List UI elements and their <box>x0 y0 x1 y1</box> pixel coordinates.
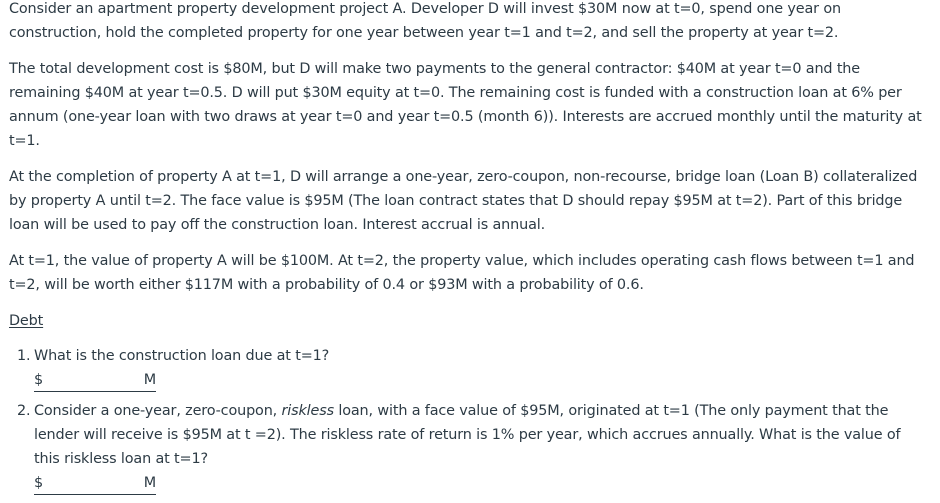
question-text-part: Consider a one-year, zero-coupon, <box>34 403 282 419</box>
bridge-loan-paragraph: At the completion of property A at t=1, D will arrange a one-year, zero-coupon, non-recourse, bridge loan (Loan B) collateralized by property A until t=2. The face value is $95M (The loan contract states that D should repay $95M at t=2). Part of this bridge loan will be used to pay off the construction loan. Interest accrual is annual. <box>9 169 918 233</box>
question-text-emphasis: riskless <box>281 403 334 419</box>
question-text: What is the construction loan due at t=1? <box>34 348 330 364</box>
development-cost-paragraph: The total development cost is $80M, but D will make two payments to the general contractor: $40M at year t=0 and the remaining $40M at year t=0.5. D will put $30M equity at t=0. The remaining cost is funded with a construction loan at 6% per annum (one-year loan with two draws at year t=0 and year t=0.5 (month 6)). Interests are accrued monthly until the maturity at t=1. <box>9 61 922 149</box>
question-text-part: loan, with a face value of $95M, originated at t=1 (The only payment that the lender will receive is $95M at t =2). The riskless rate of return is 1% per year, which accrues annually. What is the value of this riskless loan at t=1? <box>34 403 901 467</box>
question-number: 2. <box>17 403 31 419</box>
answer-unit: M <box>143 475 156 491</box>
answer-field-2[interactable] <box>34 472 156 495</box>
property-value-paragraph: At t=1, the value of property A will be $100M. At t=2, the property value, which includes operating cash flows between t=1 and t=2, will be worth either $117M with a probability of 0.4 or $93M with a probability of 0.6. <box>9 253 915 293</box>
question-2 <box>17 399 917 471</box>
section-heading-debt: Debt <box>9 313 44 329</box>
question-text <box>34 399 917 471</box>
answer-field-1[interactable] <box>34 369 156 392</box>
question-number: 1. <box>17 348 31 364</box>
answer-currency: $ <box>34 372 44 388</box>
answer-unit: M <box>143 372 156 388</box>
intro-paragraph: Consider an apartment property development project A. Developer D will invest $30M now at t=0, spend one year on construction, hold the completed property for one year between year t=1 and t=2, and sell the property at year t=2. <box>9 1 841 41</box>
question-1 <box>17 344 917 368</box>
answer-currency: $ <box>34 475 44 491</box>
